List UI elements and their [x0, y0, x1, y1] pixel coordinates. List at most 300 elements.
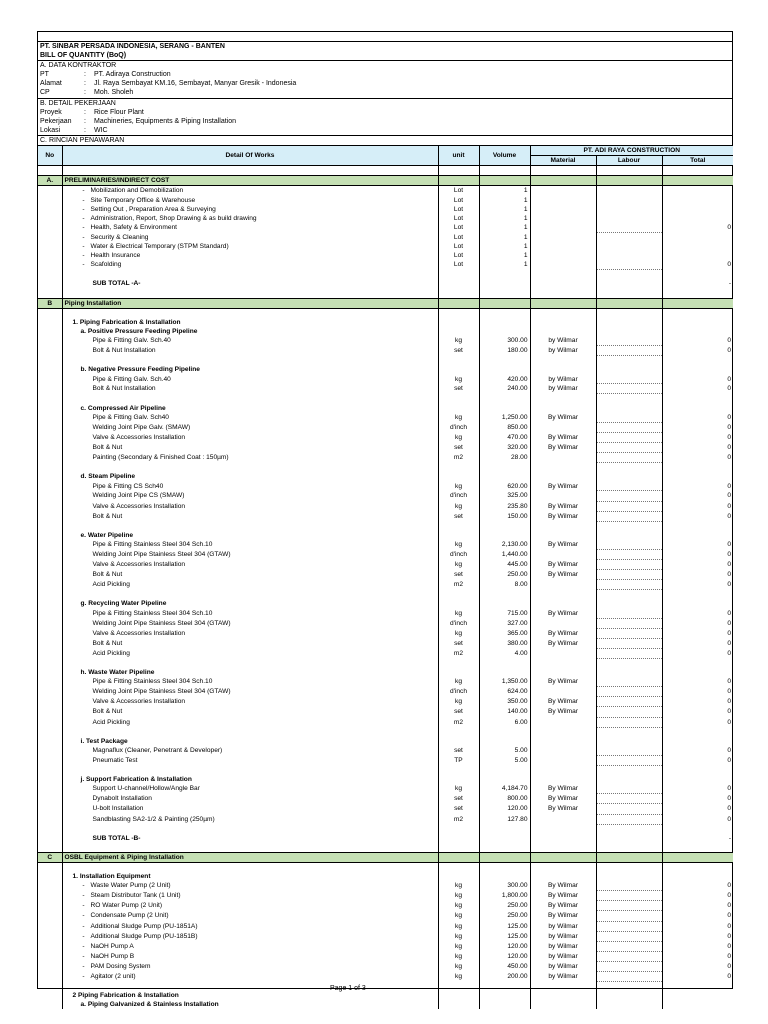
- cell-unit: m2: [438, 580, 479, 590]
- cell-unit: [438, 166, 479, 176]
- cell-unit: set: [438, 804, 479, 814]
- cell-labour: [596, 901, 662, 911]
- cell-no: [38, 336, 62, 346]
- cell-no: [38, 824, 62, 834]
- blank-row: [38, 356, 733, 366]
- cell-material: [530, 872, 596, 881]
- blank-row: [38, 766, 733, 776]
- cell-no: [38, 609, 62, 619]
- cell-unit: kg: [438, 560, 479, 570]
- cell-detail: [62, 707, 438, 717]
- cell-unit: set: [438, 442, 479, 452]
- cell-labour: [596, 687, 662, 697]
- cell-volume: 250.00: [479, 911, 530, 921]
- cell-volume: [479, 279, 530, 288]
- detail-text: Mobilization and Demobilization: [90, 187, 184, 195]
- cell-total: [662, 824, 733, 834]
- contractor-colon: :: [84, 71, 86, 79]
- table-row: [38, 186, 733, 196]
- cell-no: [38, 717, 62, 727]
- table-row: [38, 327, 733, 336]
- cell-unit: Lot: [438, 223, 479, 233]
- blank-row: [38, 288, 733, 298]
- cell-detail: [62, 365, 438, 374]
- cell-labour: [596, 911, 662, 921]
- cell-material: By Wilmar: [530, 432, 596, 442]
- cell-labour: [596, 609, 662, 619]
- detail-text: d. Steam Pipeline: [80, 473, 136, 481]
- cell-volume: 445.00: [479, 560, 530, 570]
- cell-total: 0: [662, 346, 733, 356]
- table-row: [38, 1000, 733, 1009]
- cell-labour: [596, 196, 662, 205]
- cell-total: [662, 991, 733, 1000]
- cell-labour: [596, 590, 662, 600]
- cell-volume: [479, 318, 530, 327]
- cell-labour: [596, 549, 662, 559]
- cell-volume: [479, 404, 530, 413]
- work-value: Rice Flour Plant: [94, 108, 144, 116]
- cell-detail: [62, 648, 438, 658]
- col-material: Material: [530, 156, 596, 166]
- cell-total: 0: [662, 638, 733, 648]
- cell-labour: [596, 737, 662, 746]
- cell-labour: [596, 921, 662, 931]
- cell-no: [38, 766, 62, 776]
- blank-row: [38, 843, 733, 853]
- cell-detail: [62, 659, 438, 669]
- cell-unit: set: [438, 570, 479, 580]
- detail-text: Pipe & Fitting Stainless Steel 304 Sch.10: [92, 609, 213, 617]
- table-row: [38, 232, 733, 242]
- cell-no: [38, 540, 62, 550]
- detail-text: Pipe & Fitting Galv. Sch40: [92, 413, 169, 421]
- cell-total: 0: [662, 336, 733, 346]
- cell-detail: [62, 580, 438, 590]
- cell-unit: [438, 766, 479, 776]
- detail-text: Bolt & Nut: [92, 708, 123, 716]
- cell-labour: [596, 648, 662, 658]
- cell-detail: Piping Installation: [62, 298, 438, 308]
- cell-detail: [62, 463, 438, 473]
- cell-no: [38, 668, 62, 677]
- section-row: [38, 176, 733, 186]
- cell-unit: d'inch: [438, 687, 479, 697]
- contractor-value: Jl. Raya Sembayat KM.16, Sembayat, Manyar Gresik - Indonesia: [94, 80, 297, 88]
- cell-no: B: [38, 298, 62, 308]
- cell-no: [38, 521, 62, 531]
- cell-empty: [662, 298, 733, 308]
- cell-labour: [596, 991, 662, 1000]
- blank-row: [38, 463, 733, 473]
- cell-total: 0: [662, 717, 733, 727]
- detail-text: Sandblasting SA2-1/2 & Painting (250µm): [92, 815, 215, 823]
- table-row: [38, 784, 733, 794]
- cell-material: By Wilmar: [530, 697, 596, 707]
- cell-unit: set: [438, 638, 479, 648]
- col-detail: Detail Of Works: [62, 146, 438, 166]
- cell-volume: [479, 872, 530, 881]
- cell-material: [530, 991, 596, 1000]
- blank-row: [38, 982, 733, 992]
- cell-unit: kg: [438, 413, 479, 423]
- bullet-dash: -: [82, 902, 85, 910]
- cell-unit: [438, 727, 479, 737]
- contractor-colon: :: [84, 80, 86, 88]
- cell-total: 0: [662, 911, 733, 921]
- cell-volume: [479, 590, 530, 600]
- cell-unit: set: [438, 707, 479, 717]
- work-label: Lokasi: [40, 126, 61, 134]
- cell-material: [530, 862, 596, 872]
- cell-unit: set: [438, 794, 479, 804]
- title-block: [38, 42, 732, 61]
- cell-labour: [596, 784, 662, 794]
- cell-detail: [62, 881, 438, 891]
- detail-text: Welding Joint Pipe Galv. (SMAW): [92, 423, 191, 431]
- cell-material: [530, 270, 596, 280]
- cell-unit: kg: [438, 432, 479, 442]
- cell-labour: [596, 481, 662, 491]
- cell-volume: [479, 668, 530, 677]
- cell-labour: [596, 982, 662, 992]
- cell-material: [530, 394, 596, 404]
- cell-labour: [596, 232, 662, 242]
- cell-material: by Wilmar: [530, 384, 596, 394]
- cell-total: 0: [662, 511, 733, 521]
- blank-row: [38, 727, 733, 737]
- table-row: [38, 384, 733, 394]
- cell-volume: 1,800.00: [479, 891, 530, 901]
- cell-empty: [596, 176, 662, 186]
- table-row: [38, 707, 733, 717]
- table-row: [38, 346, 733, 356]
- table-row: [38, 755, 733, 765]
- cell-no: [38, 784, 62, 794]
- cell-labour: [596, 453, 662, 463]
- cell-unit: kg: [438, 972, 479, 982]
- cell-volume: 1: [479, 232, 530, 242]
- cell-detail: [62, 260, 438, 270]
- cell-material: [530, 453, 596, 463]
- table-row: [38, 911, 733, 921]
- table-row: [38, 972, 733, 982]
- cell-labour: [596, 540, 662, 550]
- cell-unit: [438, 668, 479, 677]
- cell-no: [38, 737, 62, 746]
- cell-detail: [62, 982, 438, 992]
- cell-volume: 300.00: [479, 336, 530, 346]
- cell-no: [38, 659, 62, 669]
- table-row: [38, 628, 733, 638]
- cell-unit: [438, 327, 479, 336]
- cell-labour: [596, 951, 662, 961]
- cell-no: [38, 453, 62, 463]
- cell-total: [662, 668, 733, 677]
- cell-detail: [62, 501, 438, 511]
- cell-material: [530, 766, 596, 776]
- cell-material: By Wilmar: [530, 501, 596, 511]
- cell-no: [38, 491, 62, 501]
- cell-unit: Lot: [438, 196, 479, 205]
- cell-detail: [62, 862, 438, 872]
- cell-detail: [62, 727, 438, 737]
- cell-labour: [596, 413, 662, 423]
- detail-text: Waste Water Pump (2 Unit): [90, 882, 171, 890]
- cell-no: [38, 166, 62, 176]
- bullet-dash: -: [82, 233, 85, 241]
- cell-material: by Wilmar: [530, 961, 596, 971]
- table-row: [38, 453, 733, 463]
- bullet-dash: -: [82, 892, 85, 900]
- col-labour: Labour: [596, 156, 662, 166]
- bullet-dash: -: [82, 932, 85, 940]
- cell-unit: kg: [438, 336, 479, 346]
- cell-no: [38, 327, 62, 336]
- cell-no: [38, 862, 62, 872]
- cell-material: [530, 580, 596, 590]
- cell-total: 0: [662, 891, 733, 901]
- work-row: [40, 126, 732, 135]
- cell-material: [530, 365, 596, 374]
- work-colon: :: [84, 117, 86, 125]
- table-row: [38, 205, 733, 214]
- cell-material: [530, 814, 596, 824]
- cell-unit: kg: [438, 481, 479, 491]
- table-row: [38, 580, 733, 590]
- cell-volume: 200.00: [479, 972, 530, 982]
- page-footer: Page 1 of 3: [330, 985, 366, 992]
- cell-material: by Wilmar: [530, 931, 596, 941]
- cell-material: By Wilmar: [530, 677, 596, 687]
- table-row: [38, 697, 733, 707]
- table-row: [38, 251, 733, 260]
- bullet-dash: -: [82, 962, 85, 970]
- cell-total: 0: [662, 961, 733, 971]
- cell-total: 0: [662, 931, 733, 941]
- table-row: [38, 531, 733, 540]
- cell-no: [38, 251, 62, 260]
- col-group-contractor: PT. ADI RAYA CONSTRUCTION: [530, 146, 733, 156]
- contractor-value: Moh. Sholeh: [94, 89, 134, 97]
- cell-no: [38, 580, 62, 590]
- table-row: [38, 648, 733, 658]
- cell-volume: 240.00: [479, 384, 530, 394]
- table-header-row-1: [38, 146, 733, 156]
- cell-material: [530, 727, 596, 737]
- cell-unit: kg: [438, 540, 479, 550]
- cell-no: [38, 991, 62, 1000]
- contractor-value: PT. Adiraya Construction: [94, 71, 171, 79]
- cell-total: 0: [662, 755, 733, 765]
- table-row: [38, 260, 733, 270]
- cell-material: [530, 599, 596, 608]
- cell-detail: [62, 590, 438, 600]
- table-row: [38, 737, 733, 746]
- detail-text: Bolt & Nut: [92, 639, 123, 647]
- cell-material: [530, 318, 596, 327]
- cell-detail: [62, 432, 438, 442]
- cell-unit: [438, 308, 479, 318]
- cell-volume: 470.00: [479, 432, 530, 442]
- cell-labour: [596, 580, 662, 590]
- cell-total: 0: [662, 491, 733, 501]
- cell-detail: [62, 531, 438, 540]
- cell-total: [662, 196, 733, 205]
- cell-no: [38, 677, 62, 687]
- cell-labour: [596, 628, 662, 638]
- cell-material: by Wilmar: [530, 921, 596, 931]
- cell-volume: 320.00: [479, 442, 530, 452]
- cell-no: [38, 223, 62, 233]
- cell-material: [530, 166, 596, 176]
- cell-no: [38, 422, 62, 432]
- cell-detail: [62, 356, 438, 366]
- table-row: [38, 891, 733, 901]
- cell-material: [530, 737, 596, 746]
- cell-total: [662, 766, 733, 776]
- cell-unit: set: [438, 746, 479, 756]
- detail-text: Administration, Report, Shop Drawing & as build drawing: [90, 214, 257, 222]
- cell-detail: [62, 413, 438, 423]
- cell-labour: [596, 659, 662, 669]
- table-row: [38, 365, 733, 374]
- cell-labour: [596, 570, 662, 580]
- cell-labour: [596, 223, 662, 233]
- table-row: [38, 422, 733, 432]
- cell-total: 0: [662, 921, 733, 931]
- detail-text: b. Negative Pressure Feeding Pipeline: [80, 366, 200, 374]
- cell-labour: [596, 442, 662, 452]
- table-row: [38, 196, 733, 205]
- detail-text: Bolt & Nut Installation: [92, 385, 156, 393]
- cell-detail: [62, 872, 438, 881]
- cell-material: By Wilmar: [530, 638, 596, 648]
- cell-volume: 624.00: [479, 687, 530, 697]
- contractor-label: CP: [40, 89, 50, 97]
- cell-labour: [596, 668, 662, 677]
- detail-text: Acid Pickling: [92, 718, 130, 726]
- cell-labour: [596, 804, 662, 814]
- cell-volume: 127.80: [479, 814, 530, 824]
- cell-volume: [479, 531, 530, 540]
- cell-labour: [596, 214, 662, 223]
- cell-material: [530, 288, 596, 298]
- cell-no: [38, 570, 62, 580]
- cell-total: [662, 843, 733, 853]
- cell-labour: [596, 166, 662, 176]
- cell-empty: [662, 852, 733, 862]
- cell-unit: [438, 521, 479, 531]
- cell-no: [38, 961, 62, 971]
- cell-volume: 380.00: [479, 638, 530, 648]
- cell-total: [662, 472, 733, 481]
- cell-total: [662, 590, 733, 600]
- detail-text: Welding Joint Pipe Stainless Steel 304 (GTAW): [92, 550, 231, 558]
- cell-unit: m2: [438, 453, 479, 463]
- cell-detail: [62, 223, 438, 233]
- cell-unit: kg: [438, 901, 479, 911]
- cell-labour: [596, 697, 662, 707]
- cell-unit: m2: [438, 717, 479, 727]
- col-unit: unit: [438, 146, 479, 166]
- cell-unit: [438, 862, 479, 872]
- cell-no: [38, 560, 62, 570]
- cell-detail: [62, 717, 438, 727]
- cell-labour: [596, 422, 662, 432]
- work-colon: :: [84, 126, 86, 134]
- cell-total: 0: [662, 746, 733, 756]
- cell-no: [38, 648, 62, 658]
- detail-text: Agitator (2 unit): [90, 973, 136, 980]
- cell-total: 0: [662, 697, 733, 707]
- cell-material: [530, 404, 596, 413]
- cell-total: [662, 318, 733, 327]
- blank-row: [38, 862, 733, 872]
- cell-unit: kg: [438, 941, 479, 951]
- cell-unit: Lot: [438, 214, 479, 223]
- cell-empty: [596, 852, 662, 862]
- detail-text: 2 Piping Fabrication & Installation: [72, 992, 179, 1000]
- cell-total: [662, 327, 733, 336]
- cell-no: [38, 356, 62, 366]
- cell-labour: [596, 521, 662, 531]
- cell-volume: [479, 166, 530, 176]
- cell-detail: [62, 814, 438, 824]
- cell-volume: 120.00: [479, 941, 530, 951]
- cell-labour: [596, 205, 662, 214]
- cell-unit: [438, 872, 479, 881]
- detail-text: Valve & Accessories Installation: [92, 629, 186, 637]
- cell-detail: [62, 549, 438, 559]
- cell-detail: [62, 599, 438, 608]
- cell-volume: 1,440.00: [479, 549, 530, 559]
- cell-material: By Wilmar: [530, 570, 596, 580]
- cell-volume: 250.00: [479, 901, 530, 911]
- detail-text: Site Temporary Office & Warehouse: [90, 196, 196, 204]
- cell-labour: [596, 279, 662, 288]
- cell-volume: 250.00: [479, 570, 530, 580]
- cell-unit: kg: [438, 951, 479, 961]
- cell-detail: [62, 618, 438, 628]
- cell-unit: kg: [438, 881, 479, 891]
- cell-total: [662, 982, 733, 992]
- cell-material: [530, 472, 596, 481]
- cell-unit: kg: [438, 609, 479, 619]
- cell-labour: [596, 318, 662, 327]
- table-row: [38, 951, 733, 961]
- cell-labour: [596, 717, 662, 727]
- cell-labour: [596, 941, 662, 951]
- table-row: [38, 413, 733, 423]
- cell-labour: [596, 346, 662, 356]
- table-row: [38, 814, 733, 824]
- cell-unit: d'inch: [438, 422, 479, 432]
- cell-volume: [479, 982, 530, 992]
- cell-labour: [596, 270, 662, 280]
- cell-unit: [438, 531, 479, 540]
- table-row: [38, 442, 733, 452]
- cell-labour: [596, 365, 662, 374]
- cell-detail: [62, 834, 438, 843]
- cell-detail: [62, 766, 438, 776]
- bullet-dash: -: [82, 882, 85, 890]
- document-title: BILL OF QUANTITY (BoQ): [40, 52, 127, 60]
- cell-no: [38, 901, 62, 911]
- cell-labour: [596, 961, 662, 971]
- cell-no: [38, 432, 62, 442]
- cell-material: [530, 308, 596, 318]
